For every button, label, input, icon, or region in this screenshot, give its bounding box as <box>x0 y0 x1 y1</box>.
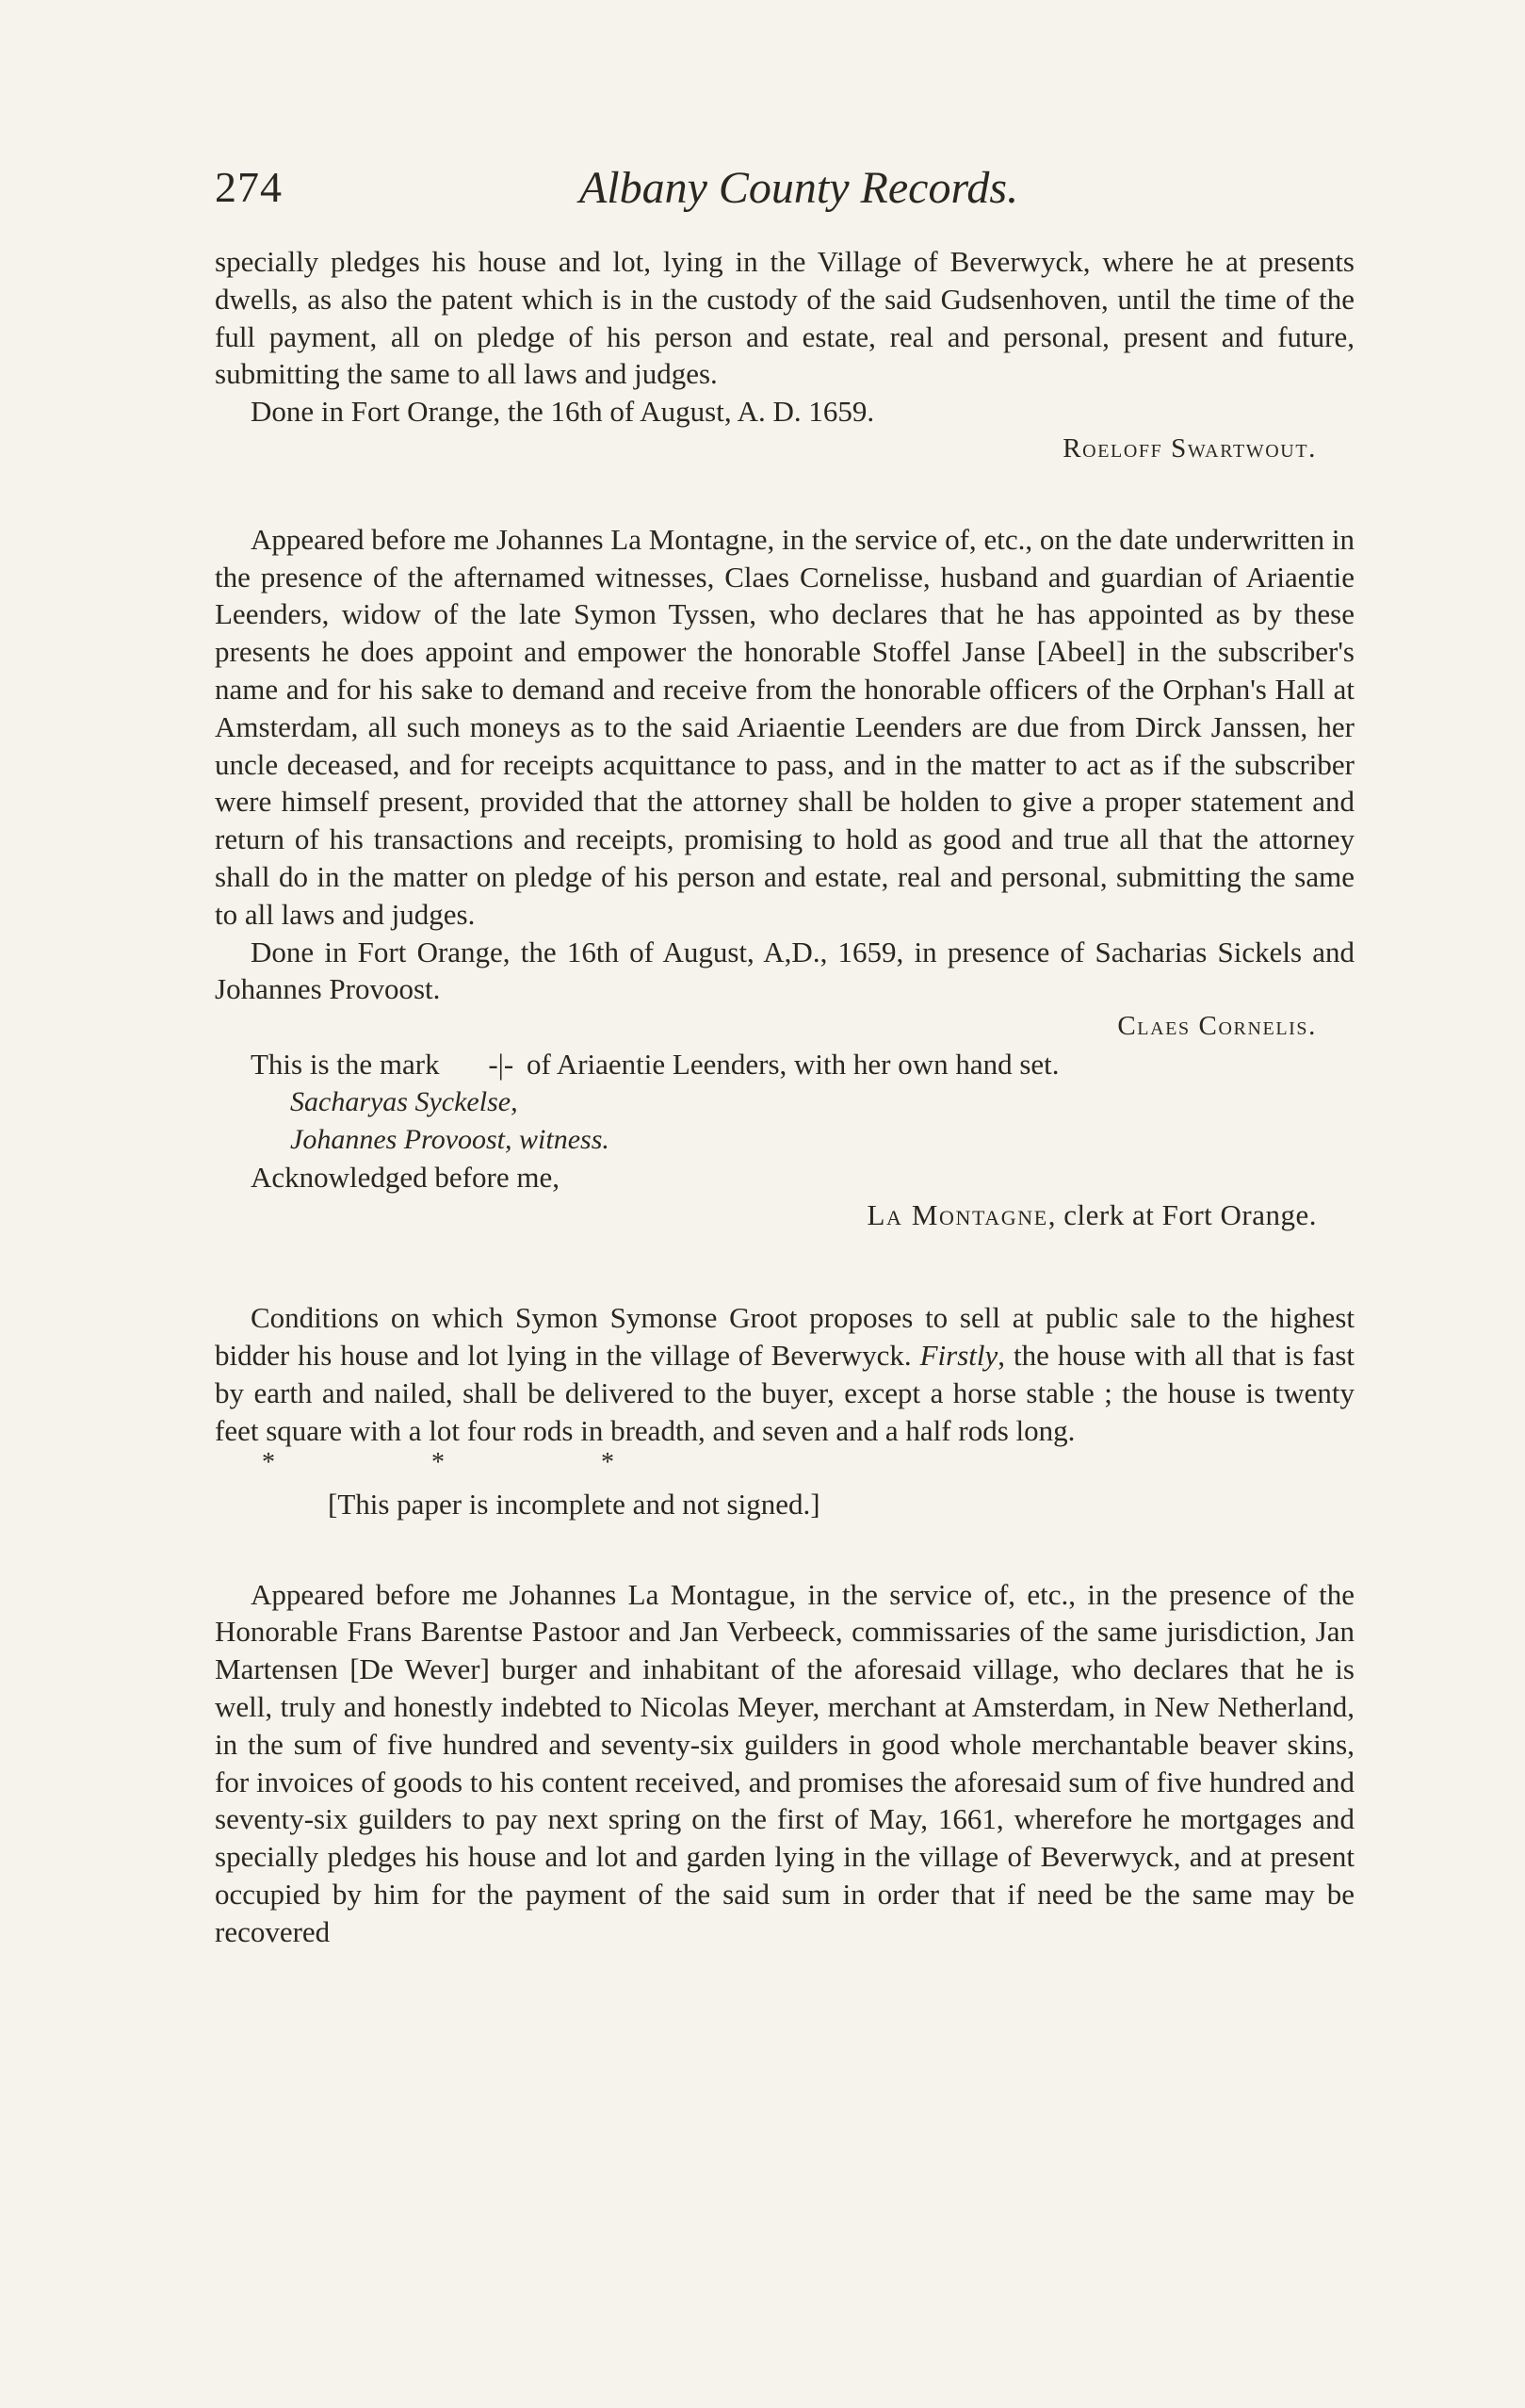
signature: Roeloff Swartwout. <box>1063 432 1317 464</box>
mortgage-paragraph: Appeared before me Johannes La Montague, in the service of, etc., in the presence of the Honorable Frans Barentse Pastoor and Jan Verbeeck, commissaries of the same jurisdiction, Jan Martensen [De Wever] burger and inhabitant of the aforesaid village, who declares that he is well, truly and honestly indebted to Nicolas Meyer, merchant at Amsterdam, in New Netherland, in the sum of five hundred and seventy-six guilders in good whole merchantable beaver skins, for invoices of goods to his content received, and promises the aforesaid sum of five hundred and seventy-six guilders to pay next spring on the first of May, 1661, wherefore he mortgages and specially pledges his house and lot and garden lying in the village of Beverwyck, and at present occupied by him for the payment of the said sum in order that if need be the same may be recovered <box>215 1577 1355 1948</box>
page-number: 274 <box>215 163 283 211</box>
continuation-paragraph: specially pledges his house and lot, lying in the Village of Beverwyck, where he at presents dwells, as also the patent which is in the custody of the said Gudsenhoven, until the time of the full payment, all on pledge of his person and estate, real and personal, present and future, submitting the same to all laws and judges. <box>215 245 1355 391</box>
clerk-signature <box>215 1196 1355 1234</box>
mark-line-before: This is the mark <box>251 1047 440 1081</box>
ellipsis-stars <box>215 1447 1355 1477</box>
signature: Claes Cornelis. <box>1117 1011 1317 1042</box>
mark-line-after: of Ariaentie Leenders, with her own hand set. <box>526 1047 1060 1081</box>
witness-signature: Johannes Provoost, witness. <box>290 1123 609 1155</box>
star-mark: * <box>262 1447 275 1477</box>
body-text <box>215 243 1355 1950</box>
mark-line <box>215 1046 1355 1083</box>
acknowledgement-line: Acknowledged before me, <box>251 1160 560 1194</box>
section-gap <box>215 1233 1355 1299</box>
star-mark: * <box>431 1447 445 1477</box>
running-title: Albany County Records. <box>578 163 1019 213</box>
power-of-attorney-paragraph: Appeared before me Johannes La Montagne, in the service of, etc., on the date underwritten in the presence of the afternamed witnesses, Claes Cornelisse, husband and guardian of Ariaentie Leenders, widow of the late Symon Tyssen, who declares that he has appointed as by these presents he does appoint and empower the honorable Stoffel Janse [Abeel] in the subscriber's name and for his sake to demand and receive from the honorable officers of the Orphan's Hall at Amsterdam, all such moneys as to the said Ariaentie Leenders are due from Dirck Janssen, her uncle deceased, and for receipts acquittance to pass, and in the matter to act as if the subscriber were himself present, provided that the attorney shall be holden to give a proper statement and return of his transactions and receipts, promising to hold as good and true all that the attorney shall do in the matter on pledge of his person and estate, real and personal, submitting the same to all laws and judges. <box>215 522 1355 931</box>
done-line: Done in Fort Orange, the 16th of August, A. D. 1659. <box>251 395 875 429</box>
conditions-text-end: , the house with all that is fast by earth and nailed, shall be delivered to the buyer, except a horse stable ; the house is twenty feet square with a lot four rods in breadth, and seven and a half rods long. <box>215 1339 1355 1447</box>
cross-mark-icon: -|- <box>488 1047 514 1081</box>
star-mark: * <box>601 1447 614 1477</box>
done-line: Done in Fort Orange, the 16th of August, A,D., 1659, in presence of Sacharias Sickels and Johannes Provoost. <box>215 935 1355 1006</box>
editorial-note: [This paper is incomplete and not signed.] <box>328 1487 820 1521</box>
page-header <box>215 162 1364 219</box>
section-gap <box>215 468 1355 521</box>
conditions-italic: Firstly <box>919 1339 998 1373</box>
section-gap <box>215 1523 1355 1576</box>
clerk-name: La Montagne <box>867 1197 1048 1231</box>
conditions-text-start: Conditions on which Symon Symonse Groot proposes to sell at public sale to the highest bidder his house and lot lying in the village of Beverwyck. <box>215 1301 1355 1373</box>
conditions-paragraph <box>215 1299 1355 1449</box>
witness-signature: Sacharyas Syckelse, <box>290 1085 518 1117</box>
clerk-title: , clerk at Fort Orange. <box>1047 1197 1317 1231</box>
